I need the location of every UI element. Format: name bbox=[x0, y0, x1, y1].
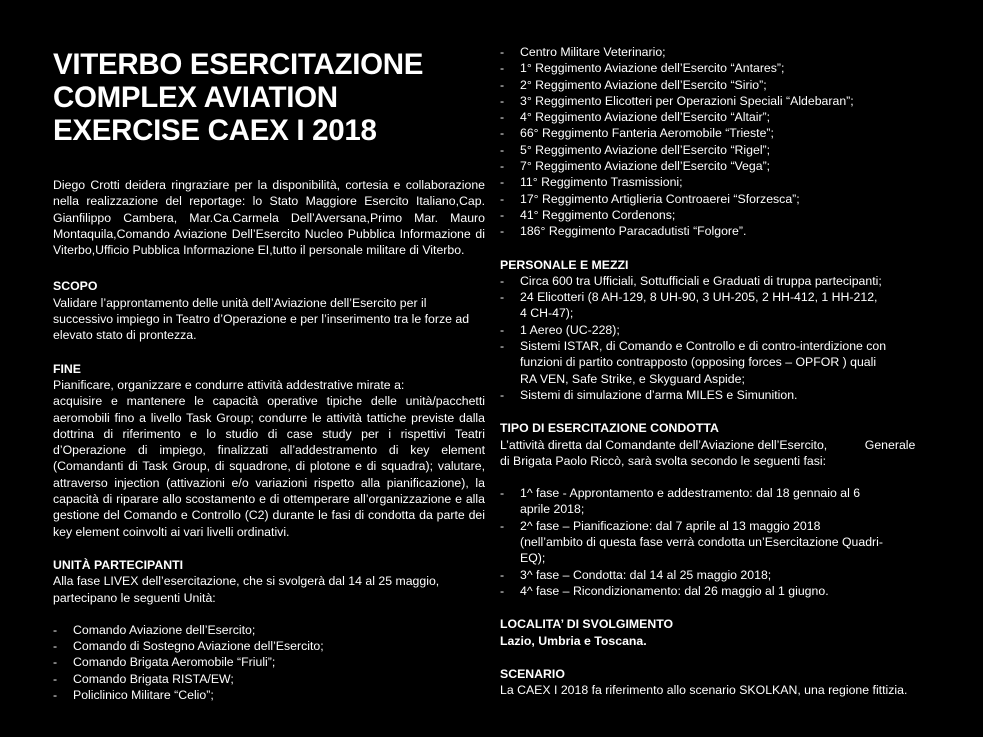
list-item bbox=[500, 338, 940, 387]
title-line: COMPLEX AVIATION bbox=[53, 81, 338, 114]
list-item-line: - 24 Elicotteri (8 AH-129, 8 UH-90, 3 UH-205, 2 HH-412, 1 HH-212, bbox=[520, 290, 878, 305]
list-item bbox=[500, 518, 940, 567]
list-item bbox=[500, 387, 940, 403]
section-text: L’attività diretta dal Comandante dell’Aviazione dell’Esercito, Generale bbox=[500, 437, 916, 452]
section-fine bbox=[53, 361, 485, 540]
list-item: - 7° Reggimento Aviazione dell’Esercito “Vega”; bbox=[500, 158, 940, 174]
section-tipo bbox=[500, 420, 940, 599]
list-item-line: RA VEN, Safe Strike, e Skyguard Aspide; bbox=[520, 371, 745, 386]
section-text: Validare l’approntamento delle unità dell’Aviazione dell’Esercito per il successivo impiego in Teatro d’Operazione e per l’inserimento tra le forze ad elevato stato di prontezza. bbox=[53, 295, 470, 343]
unit-list-right bbox=[500, 44, 940, 240]
section-text: acquisire e mantenere le capacità operative tipiche delle unità/pacchetti aeromobili fino a livello Task Group; condurre le attività tattiche previste dalla dottrina di riferimento e lo studio di case study per i rispettivi Teatri d’Operazione di impiego, finalizzati all’addestramento di key element (Comandanti di Task Group, di squadrone, di plotone e di squadra); valutare, attraverso injection (attivazioni e/o variazioni rispetto alla pianificazione), la capacità di riparare allo scostamento e di ottemperare all’organizzazione e alla gestione del Comando e Controllo (C2) durante le fasi di condotta da parte dei key element coinvolti ai vari livelli ordinativi. bbox=[53, 394, 485, 539]
list-item-line: - Sistemi di simulazione d’arma MILES e Simunition. bbox=[520, 387, 798, 402]
section-unita-continued bbox=[500, 44, 940, 240]
list-item: - 2° Reggimento Aviazione dell’Esercito “Sirio”; bbox=[500, 77, 940, 93]
list-item-line: - 1 Aereo (UC-228); bbox=[520, 322, 620, 337]
section-scenario bbox=[500, 666, 940, 699]
list-item-line: EQ); bbox=[520, 551, 546, 566]
list-item: - 66° Reggimento Fanteria Aeromobile “Trieste”; bbox=[500, 125, 940, 141]
list-item-line: (nell’ambito di questa fase verrà condotta un’Esercitazione Quadri- bbox=[520, 535, 883, 550]
list-item: - Comando Brigata Aeromobile “Friuli”; bbox=[53, 654, 485, 670]
list-item-line: funzioni di partito contrapposto (opposing forces – OPFOR ) quali bbox=[520, 355, 877, 370]
section-localita bbox=[500, 616, 940, 649]
personale-list bbox=[500, 273, 940, 403]
section-heading: FINE bbox=[53, 361, 82, 376]
list-item: - 11° Reggimento Trasmissioni; bbox=[500, 174, 940, 190]
section-heading: TIPO DI ESERCITAZIONE CONDOTTA bbox=[500, 421, 719, 436]
list-item: - 1° Reggimento Aviazione dell’Esercito “Antares”; bbox=[500, 60, 940, 76]
section-personale bbox=[500, 257, 940, 404]
right-column bbox=[500, 44, 940, 715]
page-title bbox=[53, 48, 485, 147]
list-item: - Centro Militare Veterinario; bbox=[500, 44, 940, 60]
list-item: - Comando Brigata RISTA/EW; bbox=[53, 671, 485, 687]
list-item: - 5° Reggimento Aviazione dell’Esercito “Rigel”; bbox=[500, 142, 940, 158]
list-item bbox=[500, 583, 940, 599]
list-item: - 4° Reggimento Aviazione dell’Esercito “Altair”; bbox=[500, 109, 940, 125]
section-unita bbox=[53, 557, 485, 703]
list-item bbox=[500, 567, 940, 583]
spacer bbox=[500, 469, 940, 485]
list-item bbox=[500, 289, 940, 322]
list-item-line: - Circa 600 tra Ufficiali, Sottufficiali e Graduati di truppa partecipanti; bbox=[520, 273, 882, 288]
section-text: Lazio, Umbria e Toscana. bbox=[500, 633, 647, 648]
list-item-line: - Sistemi ISTAR, di Comando e Controllo e di contro-interdizione con bbox=[520, 339, 887, 354]
list-item-line: - 2^ fase – Pianificazione: dal 7 aprile al 13 maggio 2018 bbox=[520, 518, 821, 533]
unit-list-left bbox=[53, 622, 485, 703]
phase-list bbox=[500, 485, 940, 599]
list-item-line: - 1^ fase - Approntamento e addestramento: dal 18 gennaio al 6 bbox=[520, 486, 861, 501]
spacer bbox=[53, 606, 485, 622]
list-item bbox=[500, 485, 940, 518]
section-heading: PERSONALE E MEZZI bbox=[500, 257, 629, 272]
list-item-line: - 4^ fase – Ricondizionamento: dal 26 maggio al 1 giugno. bbox=[520, 583, 829, 598]
list-item-line: 4 CH-47); bbox=[520, 306, 574, 321]
section-heading: SCOPO bbox=[53, 279, 98, 294]
list-item: - Comando Aviazione dell’Esercito; bbox=[53, 622, 485, 638]
list-item bbox=[500, 273, 940, 289]
title-line: VITERBO ESERCITAZIONE bbox=[53, 48, 424, 81]
list-item bbox=[500, 322, 940, 338]
left-column bbox=[53, 48, 485, 720]
list-item: - Comando di Sostegno Aviazione dell’Esercito; bbox=[53, 638, 485, 654]
list-item: - Policlinico Militare “Celio”; bbox=[53, 687, 485, 703]
list-item: - 3° Reggimento Elicotteri per Operazioni Speciali “Aldebaran”; bbox=[500, 93, 940, 109]
list-item: - 17° Reggimento Artiglieria Controaerei “Sforzesca”; bbox=[500, 191, 940, 207]
section-scopo bbox=[53, 278, 485, 343]
list-item: - 186° Reggimento Paracadutisti “Folgore”. bbox=[500, 223, 940, 239]
list-item: - 41° Reggimento Cordenons; bbox=[500, 207, 940, 223]
list-item-line: - 3^ fase – Condotta: dal 14 al 25 maggio 2018; bbox=[520, 567, 772, 582]
title-line: EXERCISE CAEX I 2018 bbox=[53, 114, 377, 147]
section-heading: SCENARIO bbox=[500, 666, 565, 681]
intro-paragraph: Diego Crotti deidera ringraziare per la disponibilità, cortesia e collaborazione nella realizzazione del reportage: lo Stato Maggiore Esercito Italiano,Cap. Gianfilippo Cambera, Mar.Ca.Carmela Dell’Aversana,Primo Mar. Mauro Montaquila,Comando Aviazione Dell’Esercito Nucleo Pubblica Informazione di Viterbo,Ufficio Pubblica Informazione EI,tutto il personale militare di Viterbo. bbox=[53, 178, 485, 258]
section-heading: LOCALITA’ DI SVOLGIMENTO bbox=[500, 617, 674, 632]
section-text: La CAEX I 2018 fa riferimento allo scenario SKOLKAN, una regione fittizia. bbox=[500, 683, 908, 698]
section-heading: UNITÀ PARTECIPANTI bbox=[53, 557, 184, 572]
section-text: Pianificare, organizzare e condurre attività addestrative mirate a: bbox=[53, 377, 405, 392]
section-text: di Brigata Paolo Riccò, sarà svolta secondo le seguenti fasi: bbox=[500, 453, 827, 468]
section-text: Alla fase LIVEX dell’esercitazione, che si svolgerà dal 14 al 25 maggio, partecipano le seguenti Unità: bbox=[53, 574, 440, 605]
list-item-line: aprile 2018; bbox=[520, 502, 585, 517]
